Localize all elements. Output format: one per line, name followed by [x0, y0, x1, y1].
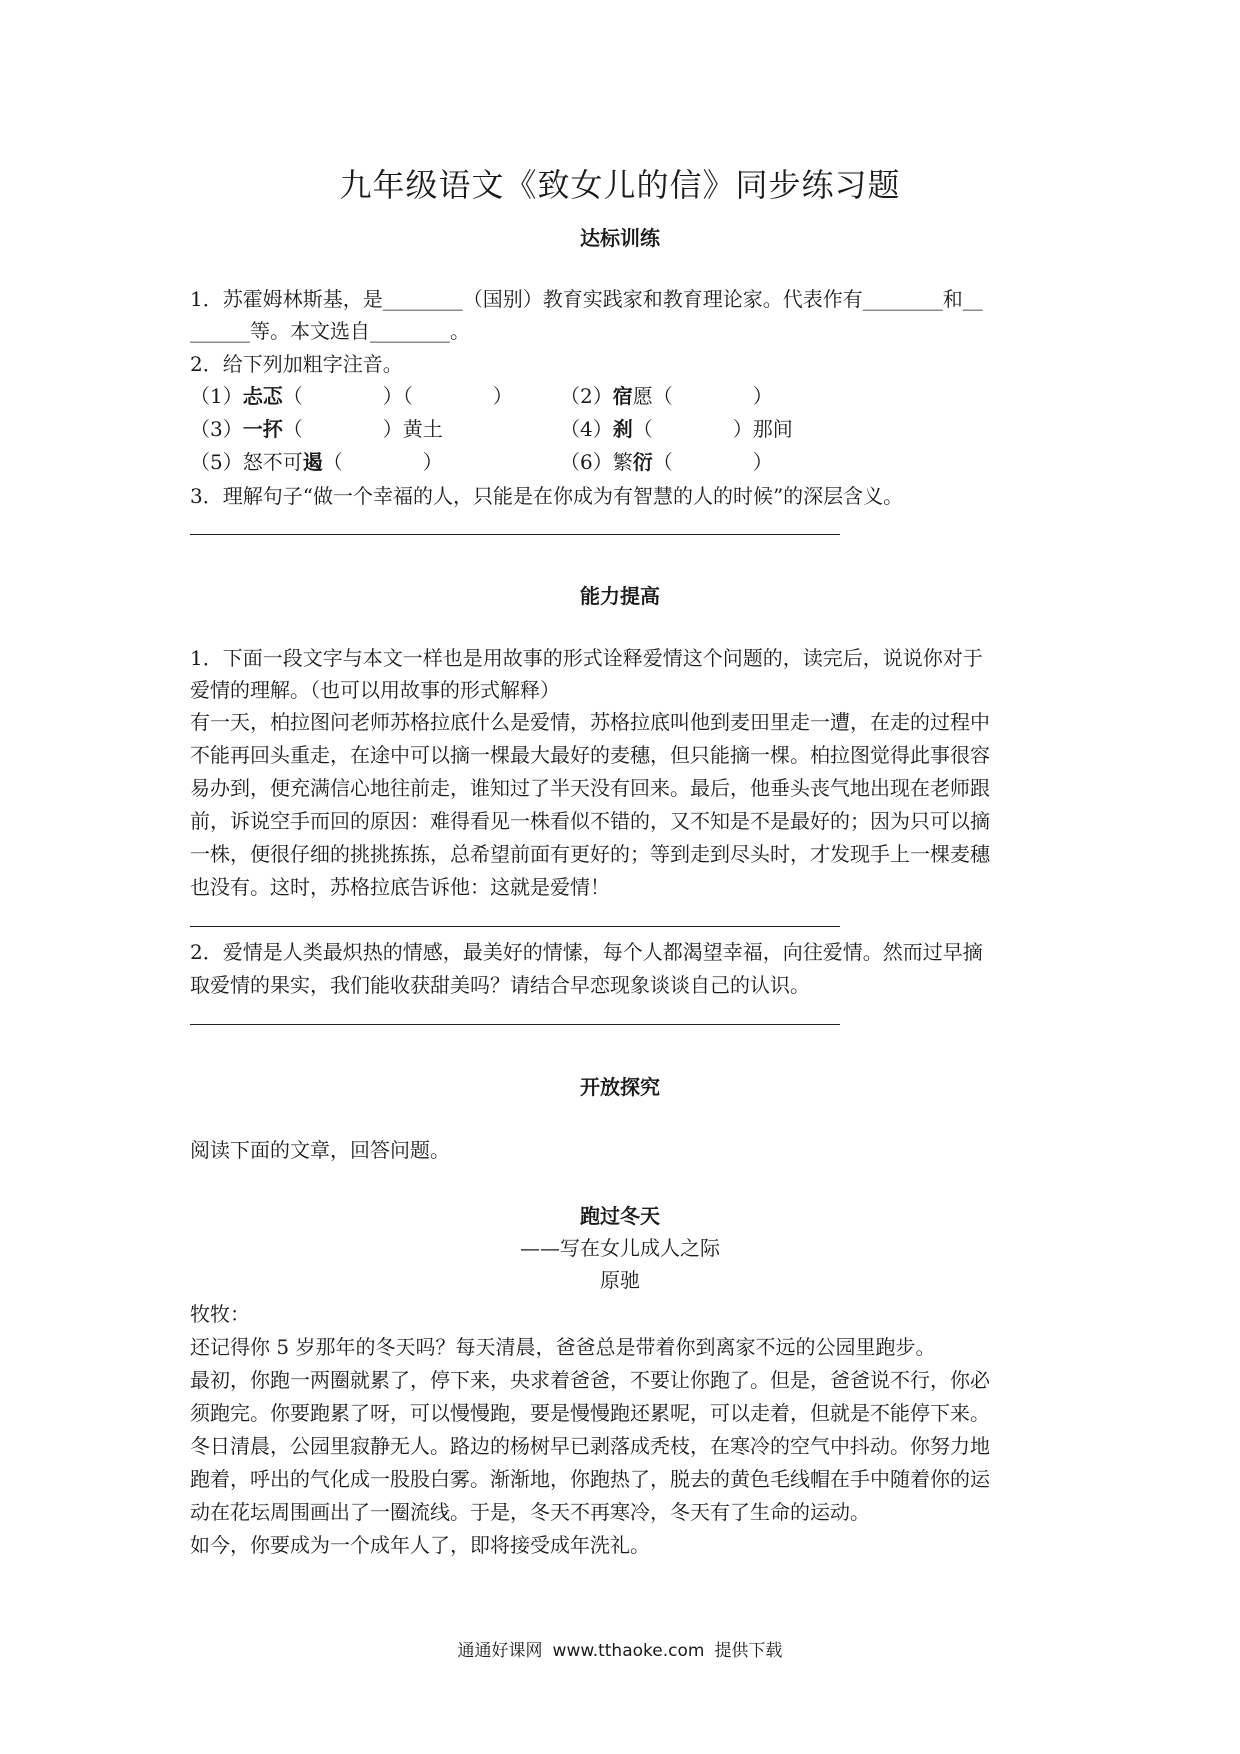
article-title: 跑过冬天	[580, 1204, 660, 1228]
question-1-line-1: 1．苏霍姆林斯基，是________（国别）教育实践家和教育理论家。代表作有________和__	[190, 287, 983, 311]
answer-line-1	[190, 534, 840, 535]
s2-q1-line-1: 1．下面一段文字与本文一样也是用故事的形式诠释爱情这个问题的，读完后，说说你对于	[190, 646, 983, 670]
answer-line-3	[190, 1024, 840, 1025]
reading-instruction: 阅读下面的文章，回答问题。	[190, 1138, 450, 1162]
section-heading-basic-training: 达标训练	[580, 226, 660, 250]
pronunciation-item-3: （3）一抔（ ）黄土	[190, 417, 443, 441]
question-1-line-2: ______等。本文选自________。	[190, 319, 470, 343]
s2-q2-line-1: 2．爱情是人类最炽热的情感，最美好的情愫，每个人都渴望幸福，向往爱情。然而过早摘	[190, 940, 983, 964]
footer-brand: 通通好课网	[457, 1641, 543, 1661]
pronunciation-item-1: （1）忐忑（ ）（ ）	[190, 384, 513, 408]
page-footer	[0, 1636, 1240, 1661]
question-3: 3．理解句子“做一个幸福的人，只能是在你成为有智慧的人的时候”的深层含义。	[190, 484, 904, 508]
pronunciation-item-2: （2）宿愿（ ）	[560, 384, 773, 408]
article-author: 原驰	[600, 1268, 640, 1292]
article-line-3: 最初，你跑一两圈就累了，停下来，央求着爸爸，不要让你跑了。但是，爸爸说不行，你必	[190, 1368, 990, 1392]
article-subtitle: ——写在女儿成人之际	[520, 1236, 720, 1260]
article-line-2: 还记得你 5 岁那年的冬天吗？每天清晨，爸爸总是带着你到离家不远的公园里跑步。	[190, 1335, 936, 1359]
article-line-8: 如今，你要成为一个成年人了，即将接受成年洗礼。	[190, 1533, 650, 1557]
question-2: 2．给下列加粗字注音。	[190, 352, 403, 376]
answer-line-2	[190, 926, 840, 927]
pronunciation-item-6: （6）繁衍（ ）	[560, 450, 773, 474]
footer-download-text: 提供下载	[714, 1641, 783, 1661]
article-line-6: 跑着，呼出的气化成一股股白雾。渐渐地，你跑热了，脱去的黄色毛线帽在手中随着你的运	[190, 1467, 990, 1491]
page-title: 九年级语文《致女儿的信》同步练习题	[339, 166, 901, 204]
s2-q1-line-3: 有一天，柏拉图问老师苏格拉底什么是爱情，苏格拉底叫他到麦田里走一遭，在走的过程中	[190, 710, 990, 734]
article-line-4: 须跑完。你要跑累了呀，可以慢慢跑，要是慢慢跑还累呢，可以走着，但就是不能停下来。	[190, 1401, 990, 1425]
section-heading-open-inquiry: 开放探究	[580, 1075, 660, 1099]
s2-q1-line-7: 一株，便很仔细的挑挑拣拣，总希望前面有更好的；等到走到尽头时，才发现手上一棵麦穗	[190, 842, 990, 866]
s2-q1-line-2: 爱情的理解。（也可以用故事的形式解释）	[190, 678, 560, 702]
s2-q2-line-2: 取爱情的果实，我们能收获甜美吗？请结合早恋现象谈谈自己的认识。	[190, 973, 810, 997]
s2-q1-line-5: 易办到，便充满信心地往前走，谁知过了半天没有回来。最后，他垂头丧气地出现在老师跟	[190, 776, 990, 800]
footer-site-link[interactable]: www.tthaoke.com	[552, 1641, 705, 1661]
pronunciation-item-4: （4）刹（ ）那间	[560, 417, 793, 441]
pronunciation-item-5: （5）怒不可遏（ ）	[190, 450, 443, 474]
article-line-5: 冬日清晨，公园里寂静无人。路边的杨树早已剥落成秃枝，在寒冷的空气中抖动。你努力地	[190, 1434, 990, 1458]
s2-q1-line-4: 不能再回头重走，在途中可以摘一棵最大最好的麦穗，但只能摘一棵。柏拉图觉得此事很容	[190, 743, 990, 767]
article-line-1: 牧牧：	[190, 1302, 250, 1326]
s2-q1-line-8: 也没有。这时，苏格拉底告诉他：这就是爱情！	[190, 875, 610, 899]
s2-q1-line-6: 前，诉说空手而回的原因：难得看见一株看似不错的，又不知是不是最好的；因为只可以摘	[190, 809, 990, 833]
section-heading-ability-improvement: 能力提高	[580, 584, 660, 608]
article-line-7: 动在花坛周围画出了一圈流线。于是，冬天不再寒冷，冬天有了生命的运动。	[190, 1500, 870, 1524]
